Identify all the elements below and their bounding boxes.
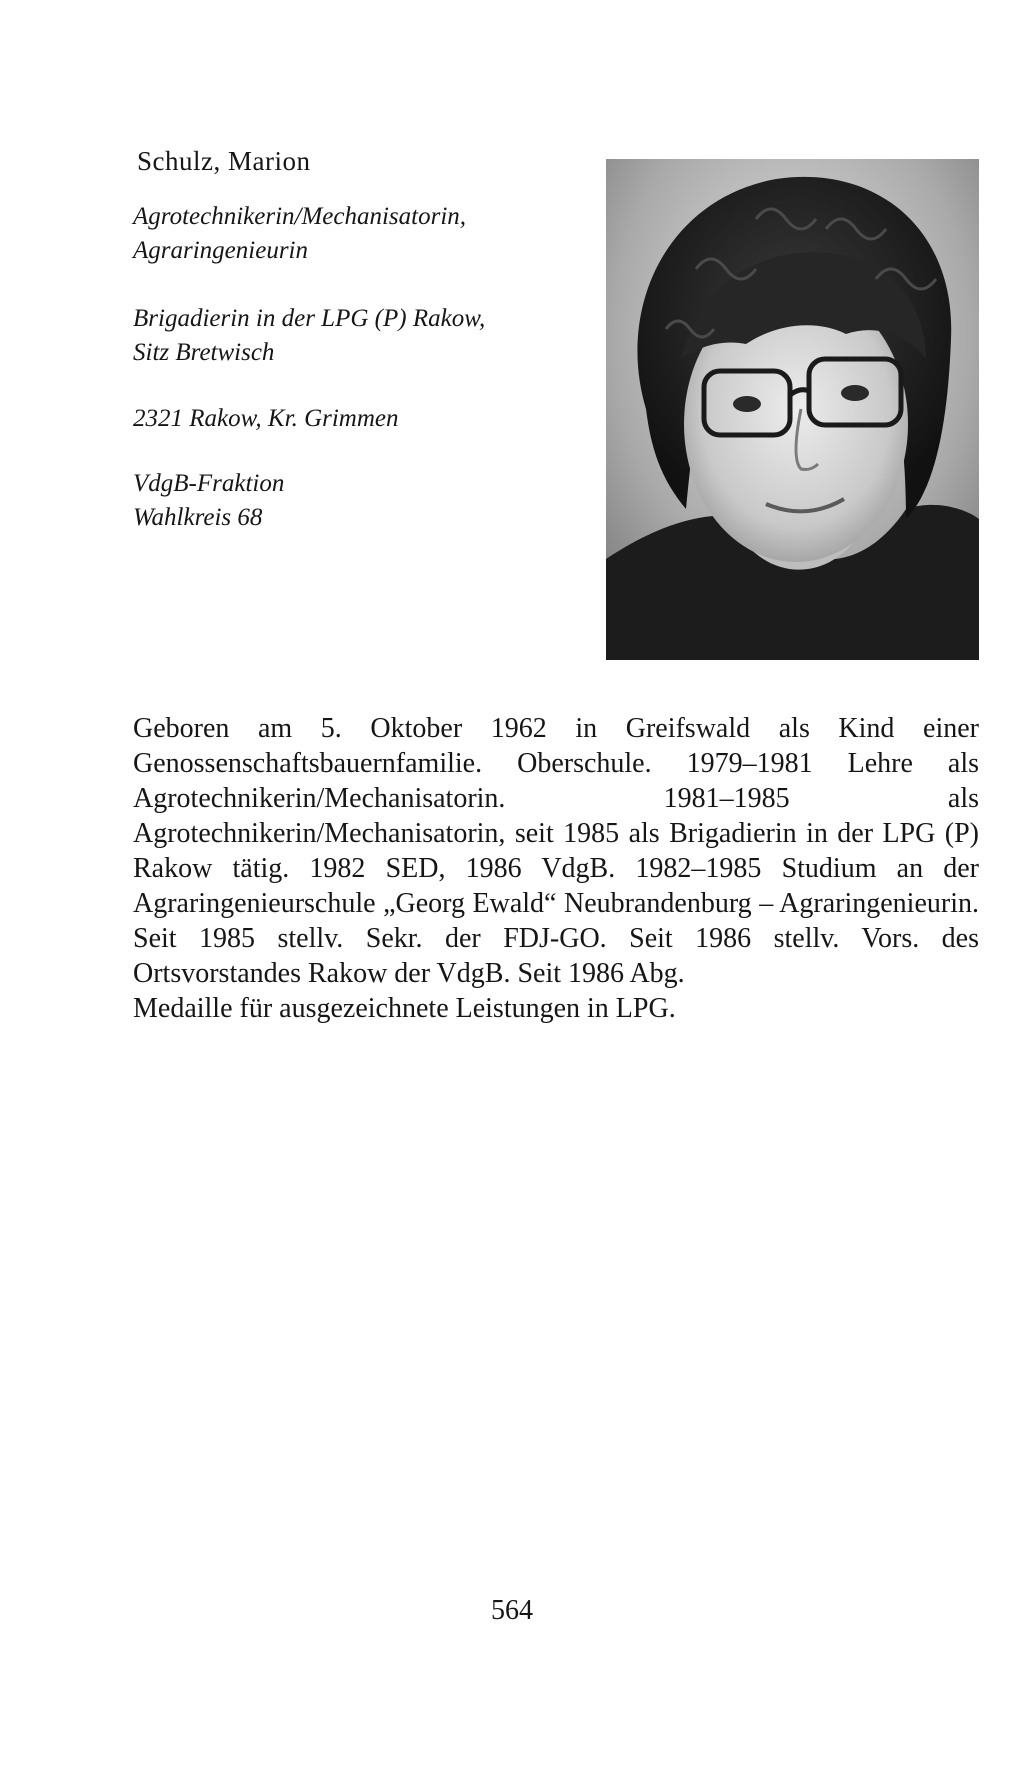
portrait-photo	[606, 159, 979, 660]
faction-block	[133, 467, 583, 535]
person-name: Schulz, Marion	[137, 146, 311, 176]
left-eye	[733, 396, 761, 412]
faction-line-1: VdgB-Fraktion	[133, 470, 285, 497]
workplace-line-1: Brigadierin in der LPG (P) Rakow,	[133, 305, 486, 332]
address-block	[133, 402, 583, 436]
page-number: 564	[491, 1595, 533, 1626]
occupation-block	[133, 200, 583, 268]
biography-paragraph: Geboren am 5. Oktober 1962 in Greifswald als Kind einer Genossenschaftsbauernfamilie. Oberschule. 1979–1981 Lehre als Agrotechnikerin/Mechanisatorin. 1981–1985 als Agrotechnikerin/Mechanisatorin, seit 1985 als Brigadierin in der LPG (P) Rakow tätig. 1982 SED, 1986 VdgB. 1982–1985 Studium an der Agraringenieurschule „Georg Ewald“ Neubrandenburg – Agraringenieurin. Seit 1985 stellv. Sekr. der FDJ-GO. Seit 1986 stellv. Vors. des Ortsvorstandes Rakow der VdgB. Seit 1986 Abg.	[133, 713, 979, 989]
workplace-block	[133, 302, 583, 370]
occupation-line-2: Agraringenieurin	[133, 237, 308, 264]
workplace-line-2: Sitz Bretwisch	[133, 339, 275, 366]
right-eye	[841, 385, 869, 401]
faction-line-2: Wahlkreis 68	[133, 504, 263, 531]
award-line: Medaille für ausgezeichnete Leistungen in LPG.	[133, 993, 676, 1024]
biography	[133, 711, 979, 1026]
address-line-1: 2321 Rakow, Kr. Grimmen	[133, 405, 399, 432]
occupation-line-1: Agrotechnikerin/Mechanisatorin,	[133, 203, 467, 230]
